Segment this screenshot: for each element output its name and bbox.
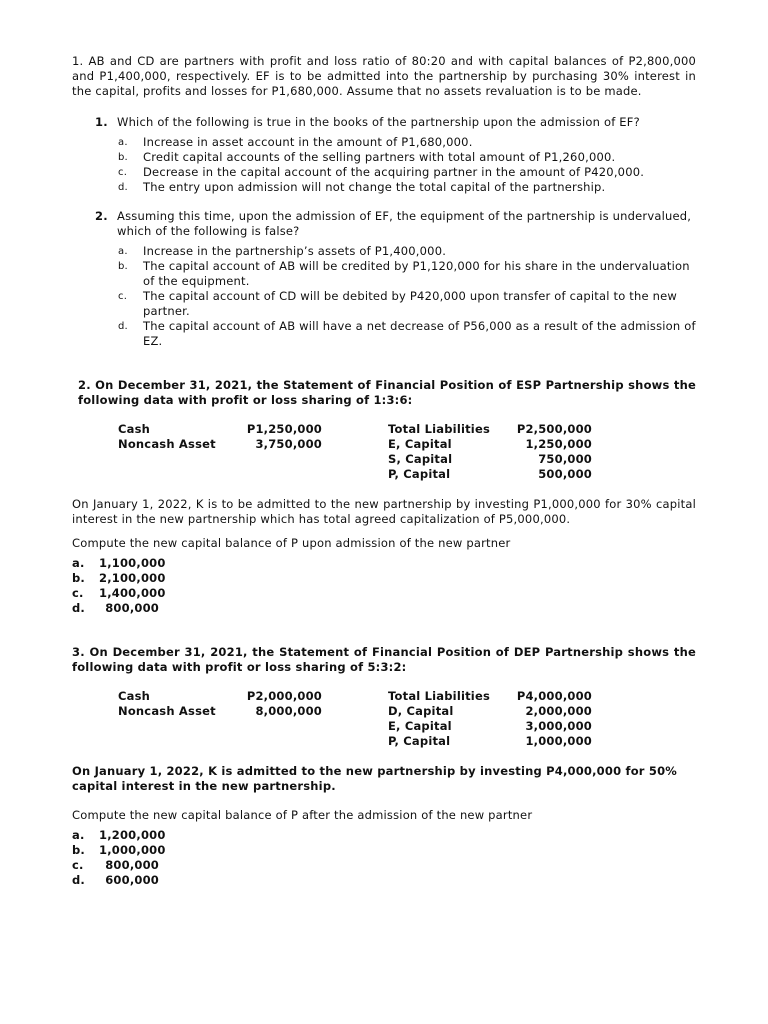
problem-3-choices (72, 828, 272, 888)
option-d: d. The entry upon admission will not change the total capital of the partnership. (118, 180, 606, 194)
choice-d: d. 600,000 (72, 873, 159, 887)
equity-label: E, Capital (388, 437, 452, 451)
choice-d: d. 800,000 (72, 601, 159, 615)
asset-value: 8,000,000 (255, 704, 322, 718)
equity-label: Total Liabilities (388, 422, 490, 436)
statement-of-financial-position-dep (118, 689, 598, 749)
question-number: 1. (95, 115, 108, 129)
choice-b: b. 1,000,000 (72, 843, 166, 857)
question-2-options (118, 244, 698, 349)
equity-value: 750,000 (538, 452, 592, 466)
question-2 (95, 209, 695, 239)
asset-label: Cash (118, 689, 151, 703)
equity-value: 1,000,000 (525, 734, 592, 748)
statement-of-financial-position-esp (118, 422, 598, 482)
problem-3-context: On January 1, 2022, K is admitted to the new partnership by investing P4,000,000 for 50% capital interest in the new partnership. (72, 764, 677, 793)
question-number: 2. (95, 209, 108, 223)
equity-value: 2,000,000 (525, 704, 592, 718)
equity-label: P, Capital (388, 467, 451, 481)
equity-value: 500,000 (538, 467, 592, 481)
option-c: c. The capital account of CD will be debited by P420,000 upon transfer of capital to the new partner. (118, 289, 678, 318)
question-1-options (118, 135, 698, 195)
equity-label: Total Liabilities (388, 689, 490, 703)
equity-label: S, Capital (388, 452, 453, 466)
asset-value: 3,750,000 (255, 437, 322, 451)
problem-2-intro: 2. On December 31, 2021, the Statement of Financial Position of ESP Partnership shows the following data with profit or loss sharing of 1:3:6: (78, 378, 696, 407)
question-1 (95, 115, 695, 130)
option-d: d. The capital account of AB will have a net decrease of P56,000 as a result of the admission of EZ. (118, 319, 696, 348)
equity-value: 3,000,000 (525, 719, 592, 733)
problem-1-intro: 1. AB and CD are partners with profit and loss ratio of 80:20 and with capital balances of P2,800,000 and P1,400,000, respectively. EF is to be admitted into the partnership by purchasing 30% interest in the capital, profits and losses for P1,680,000. Assume that no assets revaluation is to be made. (72, 54, 696, 98)
equity-value: P4,000,000 (516, 689, 592, 703)
option-b: b. Credit capital accounts of the selling partners with total amount of P1,260,000. (118, 150, 616, 164)
problem-3-question: Compute the new capital balance of P after the admission of the new partner (72, 808, 533, 822)
problem-2-question: Compute the new capital balance of P upon admission of the new partner (72, 536, 511, 550)
choice-a: a. 1,200,000 (72, 828, 166, 842)
option-a: a. Increase in asset account in the amount of P1,680,000. (118, 135, 473, 149)
asset-label: Noncash Asset (118, 704, 216, 718)
choice-c: c. 800,000 (72, 858, 159, 872)
problem-3-intro: 3. On December 31, 2021, the Statement of Financial Position of DEP Partnership shows the following data with profit or loss sharing of 5:3:2: (72, 645, 696, 674)
equity-label: E, Capital (388, 719, 452, 733)
option-c: c. Decrease in the capital account of the acquiring partner in the amount of P420,000. (118, 165, 645, 179)
question-text: Which of the following is true in the books of the partnership upon the admission of EF? (117, 115, 640, 129)
question-text: Assuming this time, upon the admission of EF, the equipment of the partnership is undervalued, which of the following is false? (117, 209, 692, 238)
option-b: b. The capital account of AB will be credited by P1,120,000 for his share in the undervaluation of the equipment. (118, 259, 690, 288)
choice-c: c. 1,400,000 (72, 586, 166, 600)
equity-label: D, Capital (388, 704, 454, 718)
asset-value: P2,000,000 (246, 689, 322, 703)
choice-a: a. 1,100,000 (72, 556, 166, 570)
choice-b: b. 2,100,000 (72, 571, 166, 585)
asset-label: Cash (118, 422, 151, 436)
problem-2-context: On January 1, 2022, K is to be admitted to the new partnership by investing P1,000,000 for 30% capital interest in the new partnership which has total agreed capitalization of P5,000,000. (72, 497, 696, 526)
problem-2-choices (72, 556, 272, 616)
equity-label: P, Capital (388, 734, 451, 748)
equity-value: 1,250,000 (525, 437, 592, 451)
asset-value: P1,250,000 (246, 422, 322, 436)
asset-label: Noncash Asset (118, 437, 216, 451)
option-a: a. Increase in the partnership’s assets of P1,400,000. (118, 244, 447, 258)
equity-value: P2,500,000 (516, 422, 592, 436)
